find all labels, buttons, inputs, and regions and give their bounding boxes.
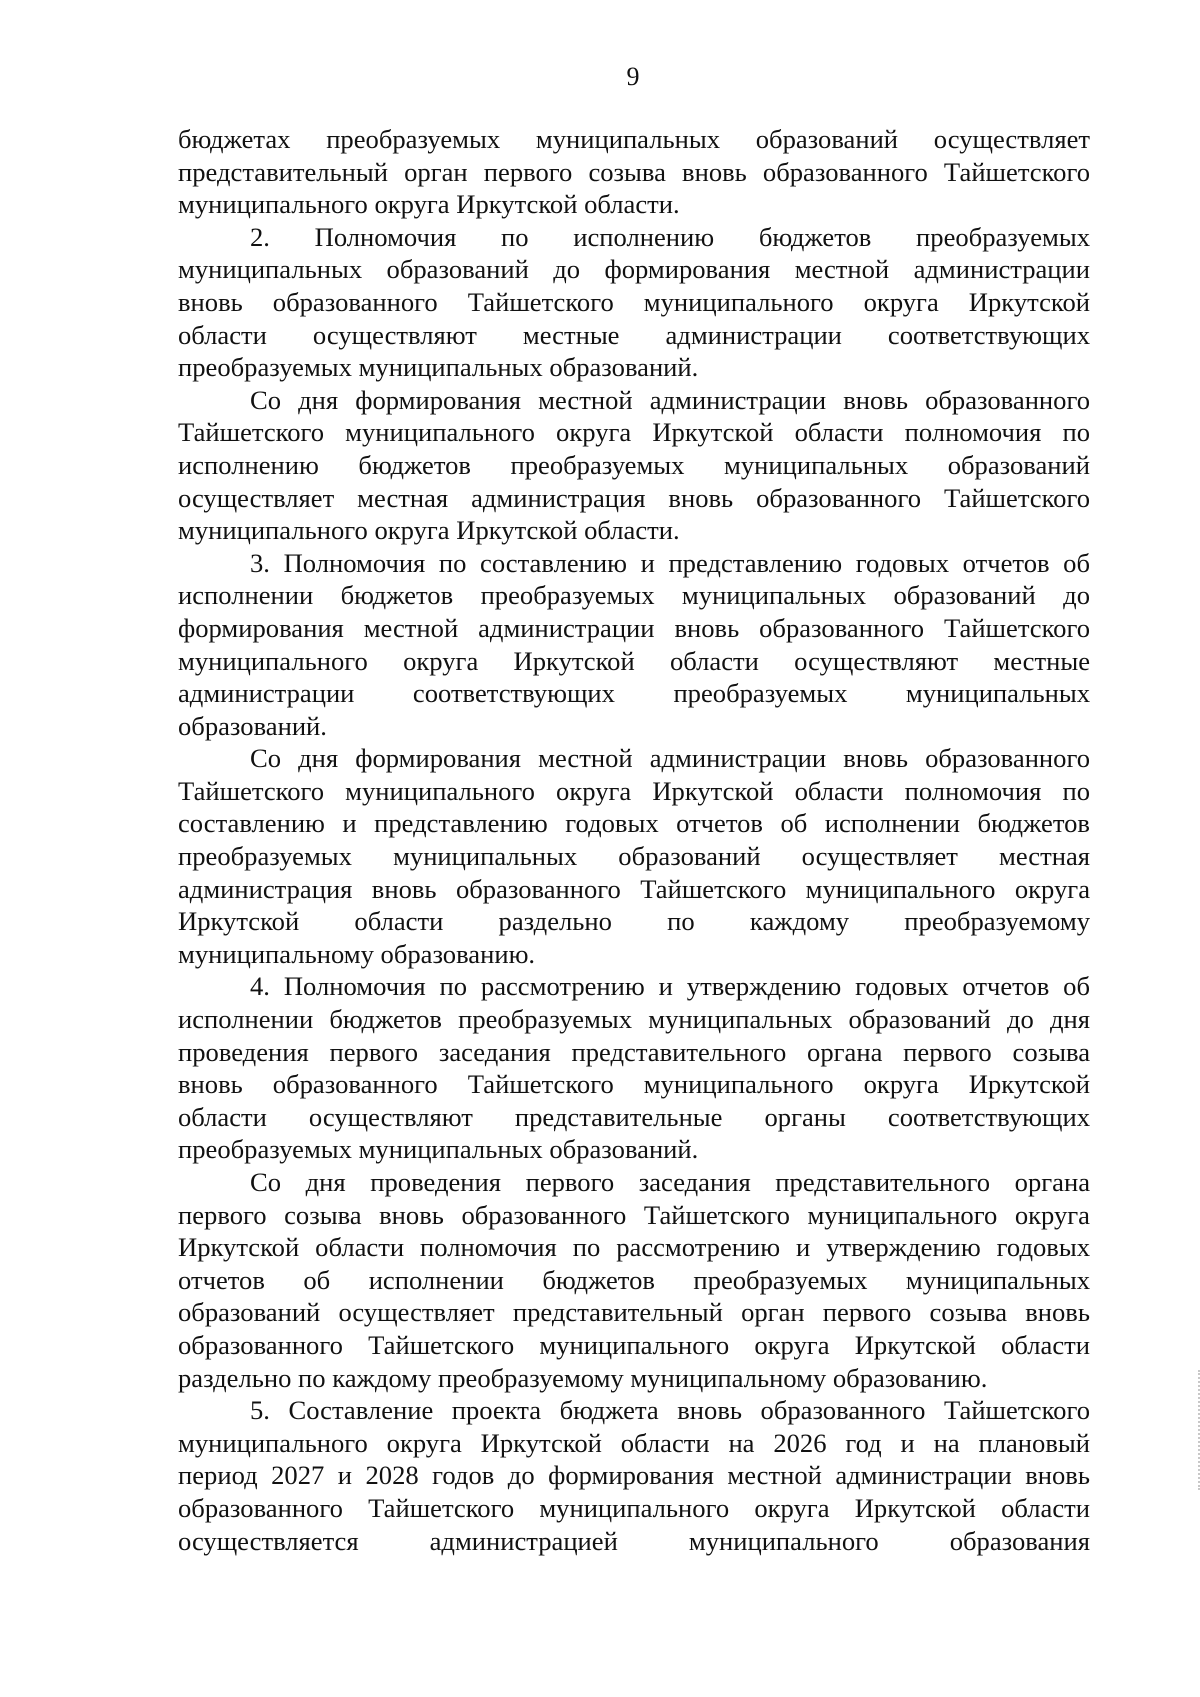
text-line: осуществляет местная администрация вновь образованного Тайшетского	[178, 482, 1090, 513]
text-line: муниципального округа Иркутской области осуществляют местные	[178, 645, 1090, 676]
paragraph	[178, 384, 1090, 547]
paragraph	[178, 547, 1090, 743]
text-line: образований.	[178, 710, 327, 741]
scan-edge-marks	[1192, 1370, 1200, 1490]
text-line: образований осуществляет представительный орган первого созыва вновь	[178, 1297, 1090, 1328]
text-line: Иркутской области раздельно по каждому преобразуемому	[178, 906, 1090, 937]
text-line: муниципального округа Иркутской области на 2026 год и на плановый	[178, 1427, 1090, 1458]
text-line: вновь образованного Тайшетского муниципального округа Иркутской	[178, 1069, 1090, 1100]
text-line: отчетов об исполнении бюджетов преобразуемых муниципальных	[178, 1264, 1090, 1295]
text-line: период 2027 и 2028 годов до формирования местной администрации вновь	[178, 1460, 1090, 1491]
text-line: преобразуемых муниципальных образований осуществляет местная	[178, 841, 1090, 872]
text-line: Иркутской области полномочия по рассмотрению и утверждению годовых	[178, 1232, 1090, 1263]
text-line: осуществляется администрацией муниципального образования	[178, 1525, 1090, 1556]
text-line: муниципального округа Иркутской области.	[178, 189, 680, 220]
paragraph	[178, 1394, 1090, 1557]
text-line: первого созыва вновь образованного Тайшетского муниципального округа	[178, 1199, 1090, 1230]
text-line: образованного Тайшетского муниципального округа Иркутской области	[178, 1492, 1090, 1523]
text-line: муниципального округа Иркутской области.	[178, 515, 680, 546]
document-body	[178, 123, 1090, 1557]
text-line: 5. Составление проекта бюджета вновь образованного Тайшетского	[250, 1395, 1090, 1426]
paragraph	[178, 970, 1090, 1166]
text-line: вновь образованного Тайшетского муниципального округа Иркутской	[178, 286, 1090, 317]
paragraph	[178, 221, 1090, 384]
text-line: Тайшетского муниципального округа Иркутской области полномочия по	[178, 417, 1090, 448]
text-line: исполнении бюджетов преобразуемых муниципальных образований до дня	[178, 1004, 1090, 1035]
text-line: Со дня проведения первого заседания представительного органа	[250, 1167, 1090, 1197]
paragraph	[178, 742, 1090, 970]
text-line: администрации соответствующих преобразуемых муниципальных	[178, 678, 1090, 709]
text-line: Со дня формирования местной администрации вновь образованного	[250, 743, 1090, 774]
text-line: проведения первого заседания представительного органа первого созыва	[178, 1036, 1090, 1067]
text-line: раздельно по каждому преобразуемому муниципальному образованию.	[178, 1362, 988, 1393]
text-line: преобразуемых муниципальных образований.	[178, 1134, 699, 1165]
text-line: области осуществляют представительные органы соответствующих	[178, 1101, 1090, 1132]
text-line: Тайшетского муниципального округа Иркутской области полномочия по	[178, 775, 1090, 806]
text-line: образованного Тайшетского муниципального округа Иркутской области	[178, 1329, 1090, 1360]
text-line: муниципальному образованию.	[178, 938, 536, 969]
text-line: администрация вновь образованного Тайшетского муниципального округа	[178, 873, 1090, 904]
text-line: муниципальных образований до формирования местной администрации	[178, 254, 1090, 285]
paragraph	[178, 123, 1090, 221]
text-line: 4. Полномочия по рассмотрению и утверждению годовых отчетов об	[250, 971, 1090, 1002]
text-line: представительный орган первого созыва вновь образованного Тайшетского	[178, 156, 1090, 187]
text-line: составлению и представлению годовых отчетов об исполнении бюджетов	[178, 808, 1090, 839]
text-line: Со дня формирования местной администрации вновь образованного	[250, 384, 1090, 415]
text-line: исполнении бюджетов преобразуемых муниципальных образований до	[178, 580, 1090, 611]
text-line: бюджетах преобразуемых муниципальных образований осуществляет	[178, 124, 1090, 154]
text-line: области осуществляют местные администрации соответствующих	[178, 319, 1090, 350]
text-line: преобразуемых муниципальных образований.	[178, 352, 699, 383]
text-line: исполнению бюджетов преобразуемых муниципальных образований	[178, 449, 1090, 480]
text-line: формирования местной администрации вновь образованного Тайшетского	[178, 612, 1090, 643]
page-number: 9	[626, 62, 640, 91]
text-line: 2. Полномочия по исполнению бюджетов преобразуемых	[250, 221, 1090, 252]
text-line: 3. Полномочия по составлению и представлению годовых отчетов об	[250, 547, 1090, 578]
paragraph	[178, 1166, 1090, 1394]
